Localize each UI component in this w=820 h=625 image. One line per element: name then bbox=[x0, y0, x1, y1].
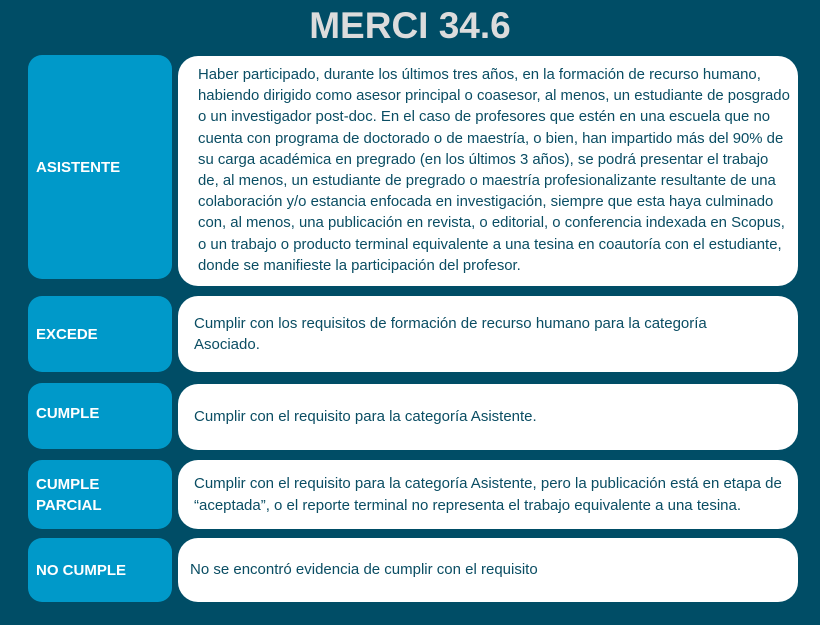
category-label-text: EXCEDE bbox=[36, 325, 98, 343]
description-text: Cumplir con los requisitos de formación de recurso humano para la categoría Asociado. bbox=[194, 314, 707, 353]
description-box-excede bbox=[178, 296, 798, 372]
page-title: MERCI 34.6 bbox=[309, 5, 511, 46]
category-label-text: ASISTENTE bbox=[36, 158, 121, 176]
category-label-text: NO CUMPLE bbox=[36, 561, 126, 579]
description-box-no-cumple bbox=[178, 538, 798, 602]
category-label-cumple-parcial bbox=[28, 460, 172, 529]
description-box-asistente bbox=[178, 56, 798, 286]
category-label-text: CUMPLE bbox=[36, 405, 100, 422]
category-label-asistente bbox=[28, 55, 172, 279]
category-label-no-cumple bbox=[28, 538, 172, 602]
description-text: Cumplir con el requisito para la categoría Asistente. bbox=[194, 408, 537, 426]
description-text: Cumplir con el requisito para la categoría Asistente, pero la publicación está en etapa de “aceptada”, o el reporte terminal no representa el trabajo equivalente a una tesina. bbox=[194, 475, 782, 514]
description-text: No se encontró evidencia de cumplir con el requisito bbox=[190, 561, 538, 579]
category-label-text: CUMPLE PARCIAL bbox=[36, 475, 102, 514]
description-box-cumple-parcial bbox=[178, 460, 798, 529]
category-label-cumple bbox=[28, 383, 172, 449]
description-box-cumple bbox=[178, 384, 798, 450]
description-text: Haber participado, durante los últimos tres años, en la formación de recurso humano, habiendo dirigido como asesor principal o coasesor, al menos, un estudiante de posgrado o un investigador post-doc. En el caso de profesores que estén en una escuela que no cuenta con programa de doctorado o de maestría, o bien, han impartido más del 90% de su carga académica en pregrado (en los últimos 3 años), se podrá presentar el trabajo de, al menos, un estudiante de pregrado o maestría profesionalizante resultante de una colaboración y/o estancia enfocada en investigación, siempre que esta haya culminado con, al menos, una publicación en revista, o editorial, o conferencia indexada en Scopus, o un trabajo o producto terminal equivalente a una tesina en coautoría con el estudiante, donde se manifieste la participación del profesor. bbox=[198, 66, 790, 274]
category-label-excede bbox=[28, 296, 172, 372]
